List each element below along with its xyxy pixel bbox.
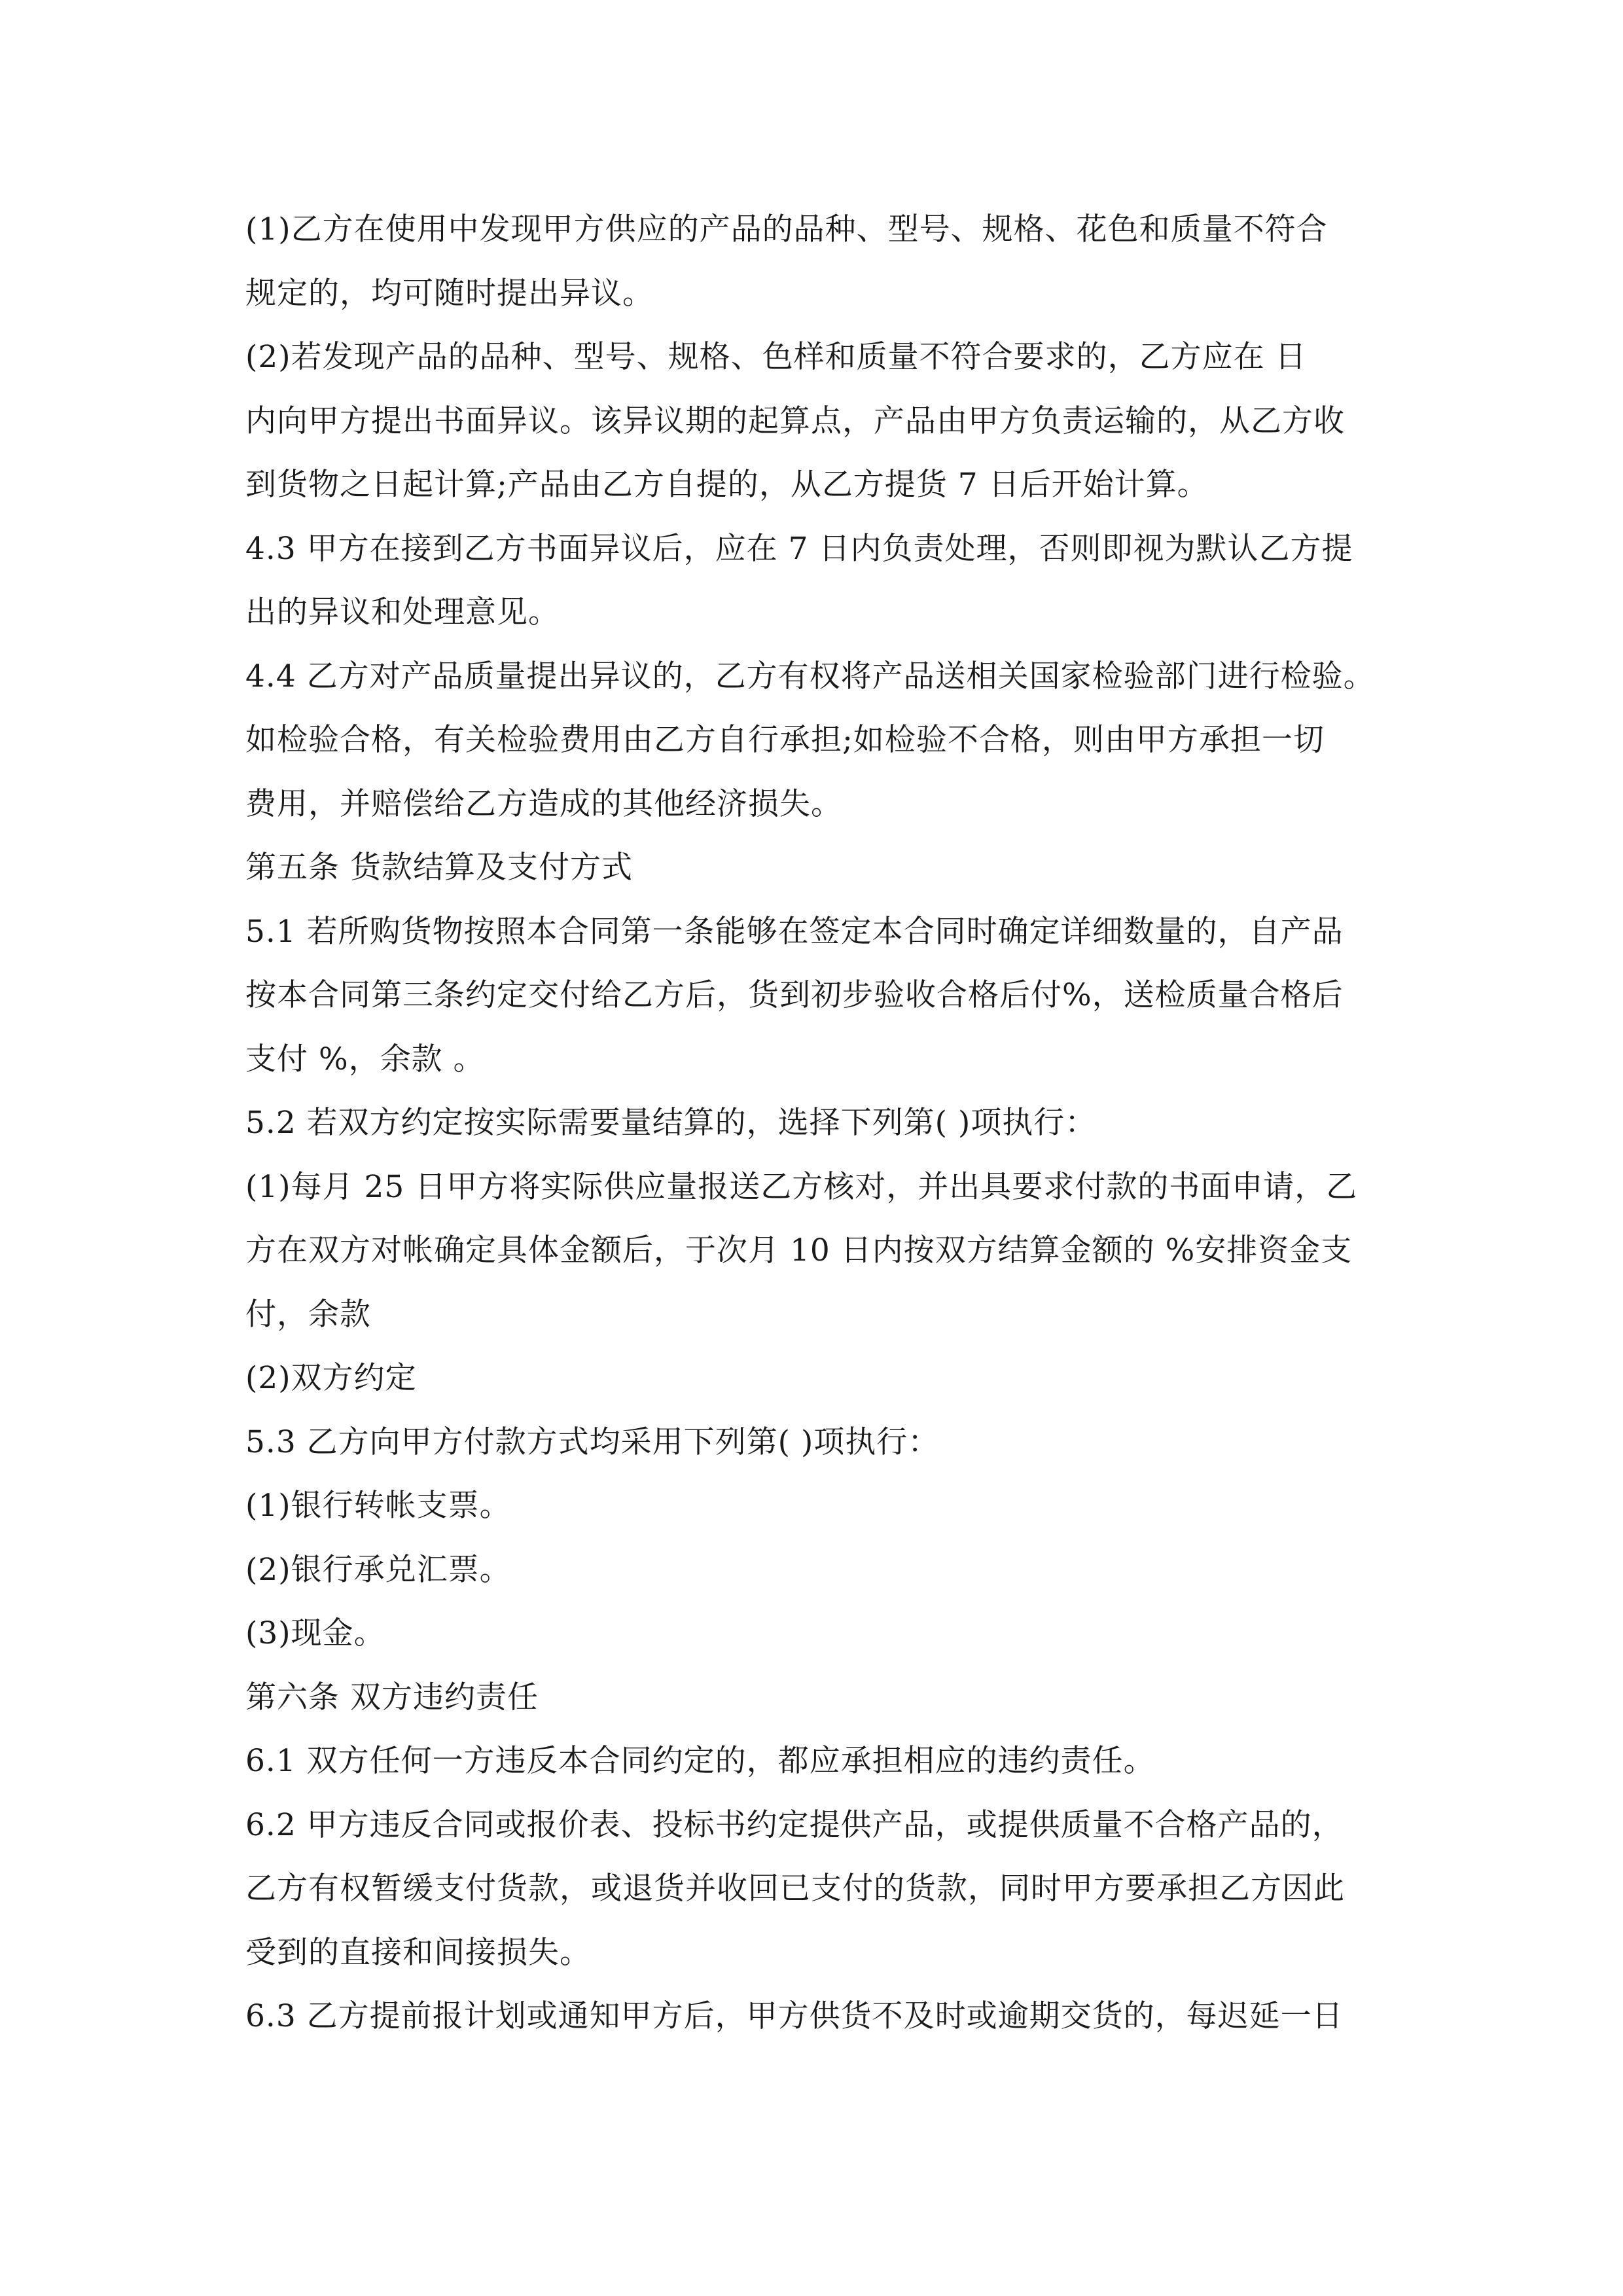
section-heading: 第六条 双方违约责任 xyxy=(245,1679,539,1715)
text-line: (2)双方约定 xyxy=(245,1360,417,1396)
text-line: 支付 %，余款 。 xyxy=(245,1041,485,1077)
text-line: 方在双方对帐确定具体金额后，于次月 10 日内按双方结算金额的 %安排资金支 xyxy=(245,1232,1353,1268)
text-line: (1)每月 25 日甲方将实际供应量报送乙方核对，并出具要求付款的书面申请，乙 xyxy=(245,1168,1358,1205)
text-line: 4.3 甲方在接到乙方书面异议后，应在 7 日内负责处理，否则即视为默认乙方提 xyxy=(245,530,1353,567)
section-heading: 第五条 货款结算及支付方式 xyxy=(245,850,633,886)
text-line: 6.1 双方任何一方违反本合同约定的，都应承担相应的违约责任。 xyxy=(245,1743,1155,1779)
text-line: 受到的直接和间接损失。 xyxy=(245,1934,591,1971)
text-line: (2)银行承兑汇票。 xyxy=(245,1551,511,1588)
text-line: 规定的，均可随时提出异议。 xyxy=(245,275,654,312)
text-line: 乙方有权暂缓支付货款，或退货并收回已支付的货款，同时甲方要承担乙方因此 xyxy=(245,1871,1345,1907)
text-line: 付，余款 xyxy=(245,1296,371,1333)
text-line: (2)若发现产品的品种、型号、规格、色样和质量不符合要求的，乙方应在 日 xyxy=(245,339,1307,375)
text-line: 6.2 甲方违反合同或报价表、投标书约定提供产品，或提供质量不合格产品的， xyxy=(245,1806,1344,1843)
text-line: 如检验合格，有关检验费用由乙方自行承担;如检验不合格，则由甲方承担一切 xyxy=(245,722,1325,758)
text-line: (3)现金。 xyxy=(245,1615,385,1651)
text-line: 6.3 乙方提前报计划或通知甲方后，甲方供货不及时或逾期交货的，每迟延一日 xyxy=(245,1998,1344,2034)
text-line: 5.2 若双方约定按实际需要量结算的，选择下列第( )项执行： xyxy=(245,1105,1097,1141)
text-line: 到货物之日起计算;产品由乙方自提的，从乙方提货 7 日后开始计算。 xyxy=(245,467,1209,503)
text-line: 费用，并赔偿给乙方造成的其他经济损失。 xyxy=(245,785,842,822)
text-line: 5.1 若所购货物按照本合同第一条能够在签定本合同时确定详细数量的，自产品 xyxy=(245,913,1344,950)
text-line: 按本合同第三条约定交付给乙方后，货到初步验收合格后付%，送检质量合格后 xyxy=(245,977,1344,1013)
text-line: 内向甲方提出书面异议。该异议期的起算点，产品由甲方负责运输的，从乙方收 xyxy=(245,403,1345,439)
text-line: (1)银行转帐支票。 xyxy=(245,1488,511,1524)
text-line: 出的异议和处理意见。 xyxy=(245,594,560,630)
text-line: 4.4 乙方对产品质量提出异议的，乙方有权将产品送相关国家检验部门进行检验。 xyxy=(245,658,1375,694)
text-line: 5.3 乙方向甲方付款方式均采用下列第( )项执行： xyxy=(245,1424,940,1460)
contract-text-body xyxy=(245,198,1384,2049)
text-line: (1)乙方在使用中发现甲方供应的产品的品种、型号、规格、花色和质量不符合 xyxy=(245,211,1328,247)
